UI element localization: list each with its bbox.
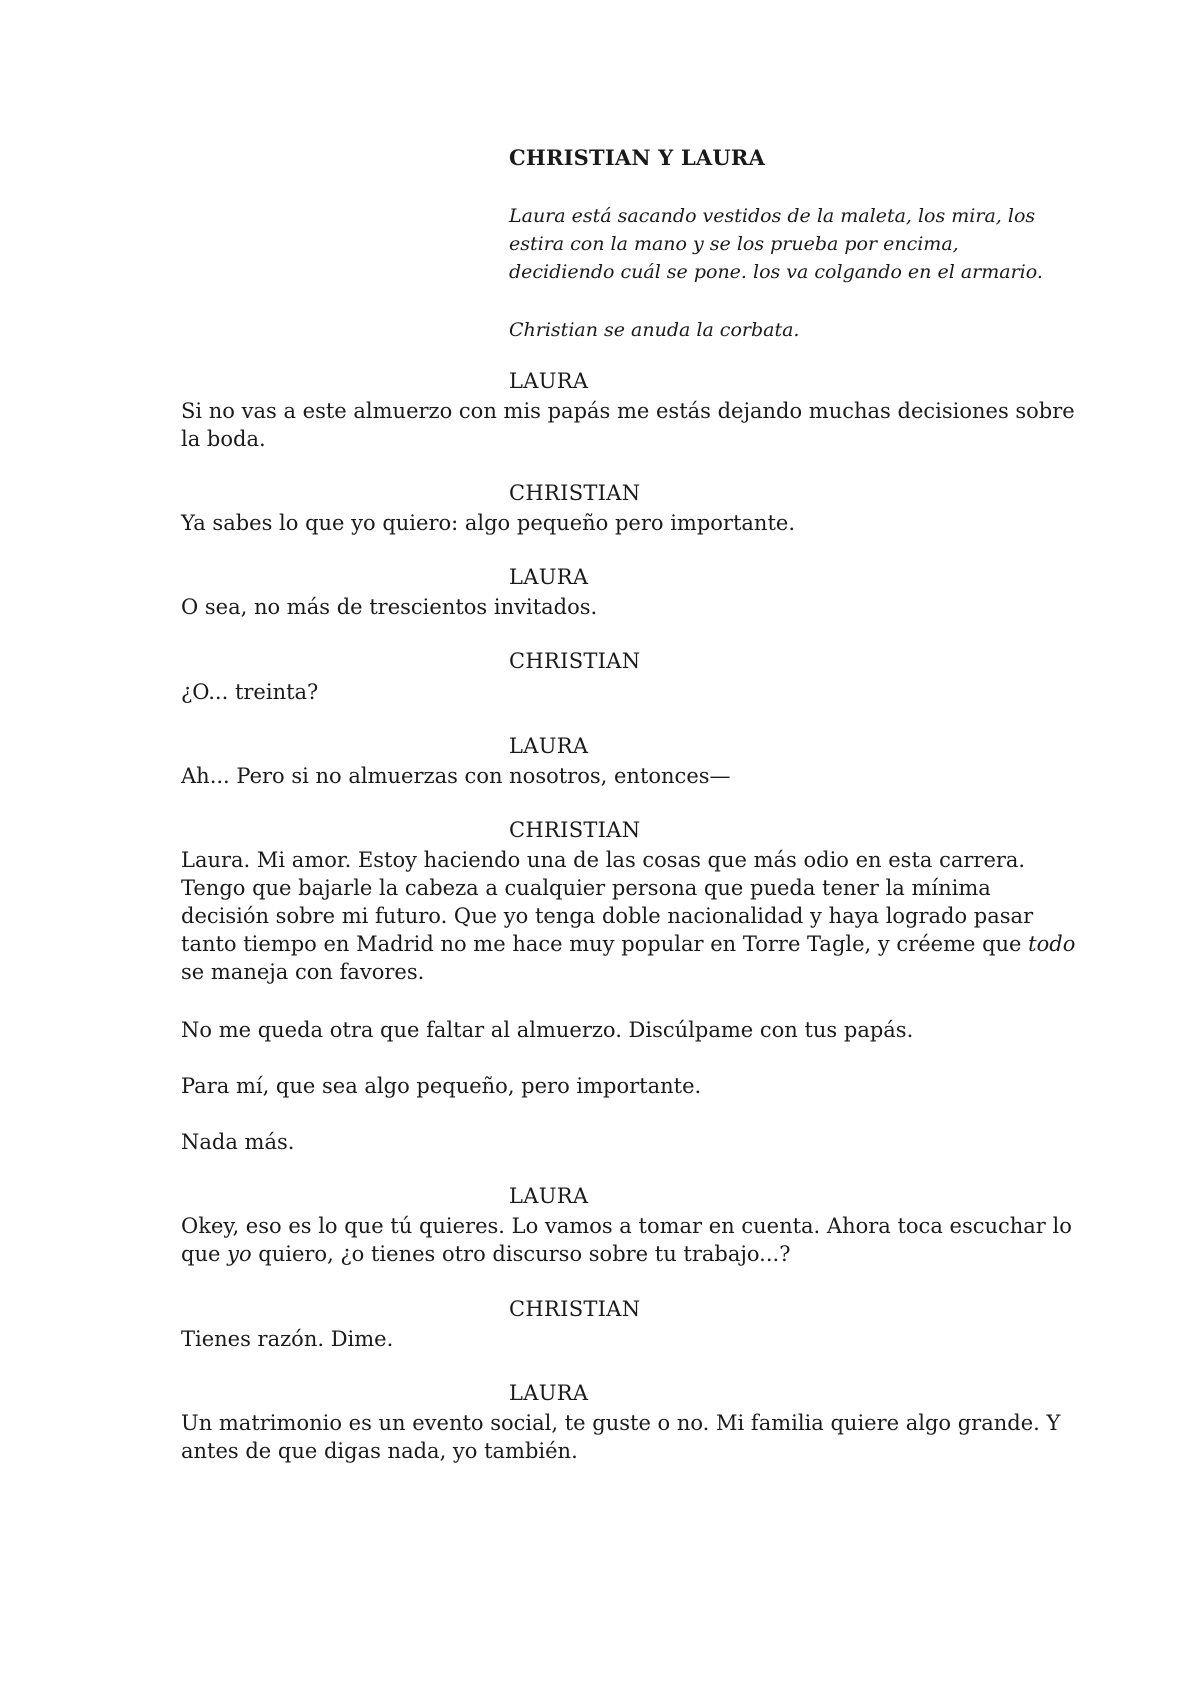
dialogue-line: No me queda otra que faltar al almuerzo. Discúlpame con tus papás. <box>181 1018 914 1042</box>
stage-direction: Laura está sacando vestidos de la maleta, los mira, los estira con la mano y se los prueba por encima, decidiendo cuál se pone. los va colgando en el armario. <box>509 205 1043 283</box>
stage-direction: Christian se anuda la corbata. <box>509 319 800 341</box>
dialogue-line: Para mí, que sea algo pequeño, pero importante. <box>181 1074 702 1098</box>
dialogue-line: Tienes razón. Dime. <box>181 1327 394 1351</box>
dialogue-paragraph <box>181 846 1081 986</box>
emphasized-word: yo <box>227 1242 252 1266</box>
dialogue-line: Ah... Pero si no almuerzas con nosotros, entonces— <box>181 764 731 788</box>
dialogue-line: Un matrimonio es un evento social, te guste o no. Mi familia quiere algo grande. Y antes de que digas nada, yo también. <box>181 1411 1061 1463</box>
character-name: CHRISTIAN <box>509 818 641 842</box>
emphasized-word: todo <box>1028 932 1076 956</box>
dialogue-line: Nada más. <box>181 1130 295 1154</box>
dialogue-line: Ya sabes lo que yo quiero: algo pequeño pero importante. <box>181 511 795 535</box>
character-name: CHRISTIAN <box>509 649 641 673</box>
dialogue-line: ¿O... treinta? <box>181 680 319 704</box>
character-name: LAURA <box>509 734 589 758</box>
character-name: LAURA <box>509 565 589 589</box>
dialogue-line: Si no vas a este almuerzo con mis papás me estás dejando muchas decisiones sobre la boda. <box>181 399 1075 451</box>
dialogue-text: Okey, eso es lo que tú quieres. Lo vamos a tomar en cuenta. Ahora toca escuchar lo que yo quiero, ¿o tienes otro discurso sobre tu trabajo...? <box>181 1214 1072 1266</box>
scene-heading: CHRISTIAN Y LAURA <box>509 145 766 170</box>
character-name: CHRISTIAN <box>509 1297 641 1321</box>
character-name: LAURA <box>509 1184 589 1208</box>
character-name: LAURA <box>509 369 589 393</box>
character-name: CHRISTIAN <box>509 481 641 505</box>
dialogue-text: Laura. Mi amor. Estoy haciendo una de las cosas que más odio en esta carrera. Tengo que bajarle la cabeza a cualquier persona que pueda tener la mínima decisión sobre mi futuro. Que yo tenga doble nacionalidad y haya logrado pasar tanto tiempo en Madrid no me hace muy popular en Torre Tagle, y créeme que todo se maneja con favores. <box>181 848 1076 984</box>
dialogue-line: O sea, no más de trescientos invitados. <box>181 595 598 619</box>
dialogue-paragraph <box>181 1212 1081 1268</box>
character-name: LAURA <box>509 1381 589 1405</box>
